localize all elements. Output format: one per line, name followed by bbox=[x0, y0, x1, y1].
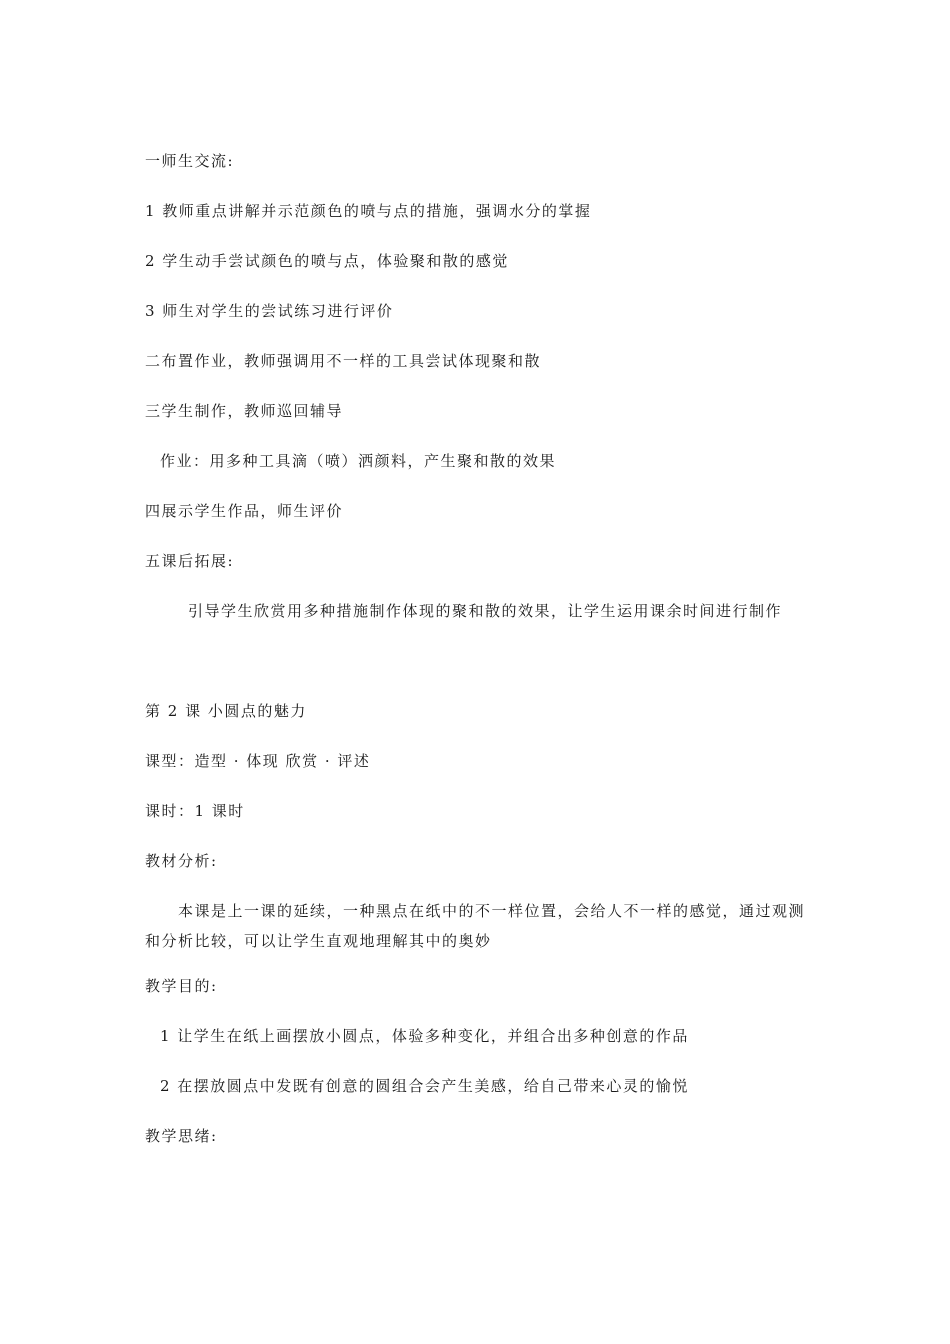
teaching-goal-1: 1 让学生在纸上画摆放小圆点，体验多种变化，并组合出多种创意的作品 bbox=[160, 1027, 689, 1045]
section-heading-after-class-extension: 五课后拓展: bbox=[145, 552, 235, 570]
section-heading-teaching-ideas: 教学思绪: bbox=[145, 1127, 218, 1145]
lesson-title: 第 2 课 小圆点的魅力 bbox=[145, 702, 307, 720]
section-heading-assign-homework: 二布置作业，教师强调用不一样的工具尝试体现聚和散 bbox=[145, 352, 542, 370]
lesson-duration: 课时：1 课时 bbox=[145, 802, 245, 820]
teaching-goal-2: 2 在摆放圆点中发既有创意的圆组合会产生美感，给自己带来心灵的愉悦 bbox=[160, 1077, 689, 1095]
lesson-type: 课型：造型 · 体现 欣赏 · 评述 bbox=[145, 752, 371, 770]
homework-description: 作业：用多种工具滴（喷）洒颜料，产生聚和散的效果 bbox=[160, 452, 557, 470]
section-heading-material-analysis: 教材分析: bbox=[145, 852, 218, 870]
section-heading-student-production: 三学生制作，教师巡回辅导 bbox=[145, 402, 344, 420]
exchange-step-1: 1 教师重点讲解并示范颜色的喷与点的措施，强调水分的掌握 bbox=[145, 202, 592, 220]
material-analysis-paragraph: 本课是上一课的延续，一种黑点在纸中的不一样位置，会给人不一样的感觉，通过观测和分析比较，可以让学生直观地理解其中的奥妙 bbox=[145, 902, 806, 950]
section-heading-teacher-student-exchange: 一师生交流: bbox=[145, 152, 235, 170]
section-heading-teaching-goals: 教学目的: bbox=[145, 977, 218, 995]
section-heading-display-works: 四展示学生作品，师生评价 bbox=[145, 502, 344, 520]
exchange-step-2: 2 学生动手尝试颜色的喷与点，体验聚和散的感觉 bbox=[145, 252, 509, 270]
exchange-step-3: 3 师生对学生的尝试练习进行评价 bbox=[145, 302, 394, 320]
extension-description: 引导学生欣赏用多种措施制作体现的聚和散的效果，让学生运用课余时间进行制作 bbox=[188, 602, 783, 620]
